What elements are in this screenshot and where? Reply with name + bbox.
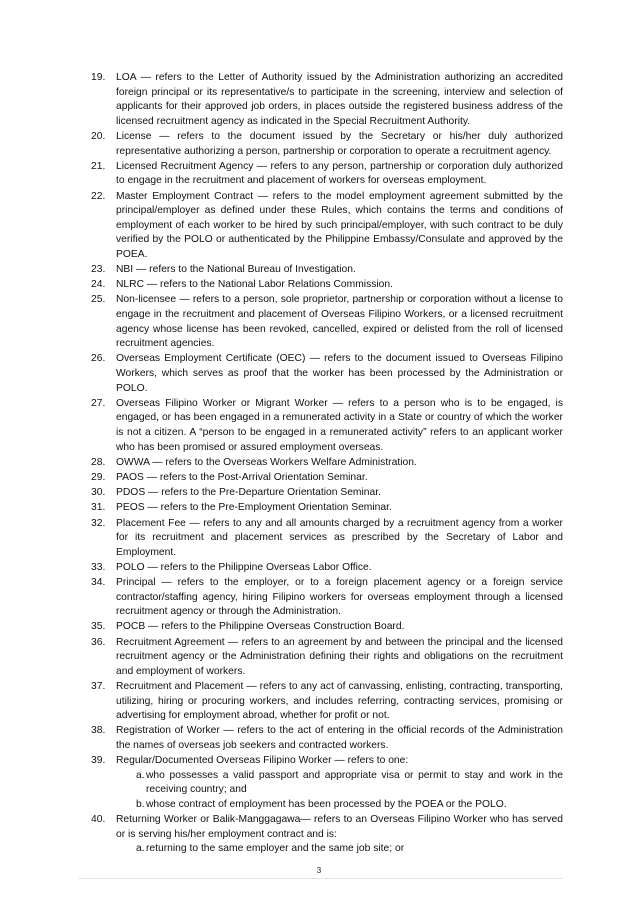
definition-text: NLRC — refers to the National Labor Relations Commission.	[116, 279, 393, 291]
definition-number: 23.	[91, 264, 106, 276]
definition-text: License — refers to the document issued by the Secretary or his/her duly authorized representative authorizing a person, partnership or corporation to operate a recruitment agency.	[116, 130, 563, 157]
definition-number: 39.	[91, 755, 106, 767]
definition-text: Registration of Worker — refers to the act of entering in the official records of the Administration the names of overseas job seekers and contracted workers.	[116, 725, 563, 751]
definition-text: Returning Worker or Balik-Manggagawa— refers to an Overseas Filipino Worker who has served or is serving his/her employment contract and is:	[116, 814, 563, 840]
sub-item	[116, 798, 563, 813]
definition-item	[84, 471, 563, 486]
definition-number: 20.	[91, 130, 106, 142]
definition-number: 21.	[91, 160, 106, 172]
definition-text: POCB — refers to the Philippine Overseas Construction Board.	[116, 621, 405, 633]
definitions-list	[84, 71, 563, 858]
definition-item	[84, 263, 563, 278]
definition-text: PDOS — refers to the Pre-Departure Orientation Seminar.	[116, 487, 381, 499]
page-number: 3	[316, 866, 322, 875]
definition-number: 31.	[91, 502, 106, 514]
definition-item	[84, 130, 563, 159]
definition-text: Master Employment Contract — refers to the model employment agreement submitted by the principal/employer as defined under these Rules, which contains the terms and conditions of employment of each worker to be hired by such principal/employer, with such contract to be duly verified by the POLO or authenticated by the Philippine Embassy/Consulate and approved by the POEA.	[116, 190, 563, 260]
definition-item	[84, 754, 563, 812]
definition-item	[84, 71, 563, 129]
sub-item-letter: a.	[136, 769, 145, 781]
sub-item	[116, 769, 563, 798]
sub-list	[116, 769, 563, 813]
definition-item	[84, 636, 563, 680]
definition-number: 28.	[91, 456, 106, 468]
definition-number: 32.	[91, 517, 106, 529]
definition-text: Recruitment and Placement — refers to any act of canvassing, enlisting, contracting, transporting, utilizing, hiring or procuring workers, and includes referring, contracting services, promising or advertising for employment abroad, whether for profit or not.	[116, 681, 563, 722]
definition-text: LOA — refers to the Letter of Authority issued by the Administration authorizing an accredited foreign principal or its representative/s to participate in the screening, interview and selection of applicants for their approved job orders, in places outside the registered business address of the licensed recruitment agency as indicated in the Special Recruitment Authority.	[116, 72, 563, 127]
definition-number: 26.	[91, 353, 106, 365]
definition-item	[84, 620, 563, 635]
definition-number: 27.	[91, 397, 106, 409]
definition-number: 38.	[91, 725, 106, 737]
definition-number: 24.	[91, 279, 106, 291]
definition-text: Licensed Recruitment Agency — refers to any person, partnership or corporation duly authorized to engage in the recruitment and placement of workers for overseas employment.	[116, 160, 563, 187]
definition-number: 37.	[91, 681, 106, 693]
definition-number: 34.	[91, 577, 106, 589]
definition-text: Placement Fee — refers to any and all amounts charged by a recruitment agency from a worker for its recruitment and placement services as prescribed by the Secretary of Labor and Employment.	[116, 517, 563, 558]
definition-text: NBI — refers to the National Bureau of Investigation.	[116, 264, 356, 276]
definition-number: 35.	[91, 621, 106, 633]
definition-item	[84, 501, 563, 516]
definition-item	[84, 293, 563, 351]
definition-text: Overseas Employment Certificate (OEC) — refers to the document issued to Overseas Filipino Workers, which serves as proof that the worker has been processed by the Administration or POLO.	[116, 353, 563, 394]
sub-item-text: whose contract of employment has been processed by the POEA or the POLO.	[146, 798, 507, 810]
footer-rule	[78, 878, 563, 879]
definition-number: 22.	[91, 190, 106, 202]
definition-text: PAOS — refers to the Post-Arrival Orientation Seminar.	[116, 471, 368, 483]
definition-item	[84, 680, 563, 724]
definition-text: Regular/Documented Overseas Filipino Worker — refers to one:	[116, 755, 409, 767]
definition-item	[84, 190, 563, 263]
definition-item	[84, 486, 563, 501]
definition-text: OWWA — refers to the Overseas Workers Welfare Administration.	[116, 456, 417, 468]
definition-item	[84, 352, 563, 396]
definition-number: 40.	[91, 814, 106, 826]
definition-item	[84, 456, 563, 471]
definition-item	[84, 576, 563, 620]
definition-item	[84, 724, 563, 753]
definition-text: PEOS — refers to the Pre-Employment Orientation Seminar.	[116, 502, 392, 514]
sub-item	[116, 842, 563, 857]
definition-item	[84, 160, 563, 189]
definition-text: Principal — refers to the employer, or to a foreign placement agency or a foreign service contractor/staffing agency, hiring Filipino workers for overseas employment through a licensed recruitment agency or through the Administration.	[116, 577, 563, 618]
sub-item-text: returning to the same employer and the same job site; or	[146, 843, 405, 855]
sub-item-letter: b.	[136, 798, 145, 810]
definition-item	[84, 561, 563, 576]
definition-text: Overseas Filipino Worker or Migrant Worker — refers to a person who is to be engaged, is engaged, or has been engaged in a remunerated activity in a State or country of which the worker is not a citizen. A “person to be engaged in a remunerated activity” refers to an applicant worker who has been promised or assured employment overseas.	[116, 397, 563, 453]
definition-item	[84, 397, 563, 455]
definition-item	[84, 813, 563, 857]
definition-item	[84, 517, 563, 561]
sub-item-text: who possesses a valid passport and appropriate visa or permit to stay and work in the receiving country; and	[146, 769, 563, 796]
definition-number: 19.	[91, 72, 106, 83]
definition-item	[84, 278, 563, 293]
definition-number: 36.	[91, 636, 106, 648]
definition-number: 30.	[91, 487, 106, 499]
definition-text: Non-licensee — refers to a person, sole proprietor, partnership or corporation without a license to engage in the recruitment and placement of Overseas Filipino Workers, or a licensed recruitment agency whose license has been revoked, cancelled, expired or delisted from the roll of licensed recruitment agencies.	[116, 294, 563, 350]
definition-number: 33.	[91, 561, 106, 573]
definition-text: Recruitment Agreement — refers to an agreement by and between the principal and the licensed recruitment agency or the Administration defining their rights and obligations on the recruitment and employment of workers.	[116, 636, 563, 677]
definition-number: 29.	[91, 471, 106, 483]
definition-text: POLO — refers to the Philippine Overseas Labor Office.	[116, 561, 372, 573]
definition-number: 25.	[91, 294, 106, 306]
sub-item-letter: a.	[136, 843, 145, 855]
sub-list	[116, 842, 563, 857]
